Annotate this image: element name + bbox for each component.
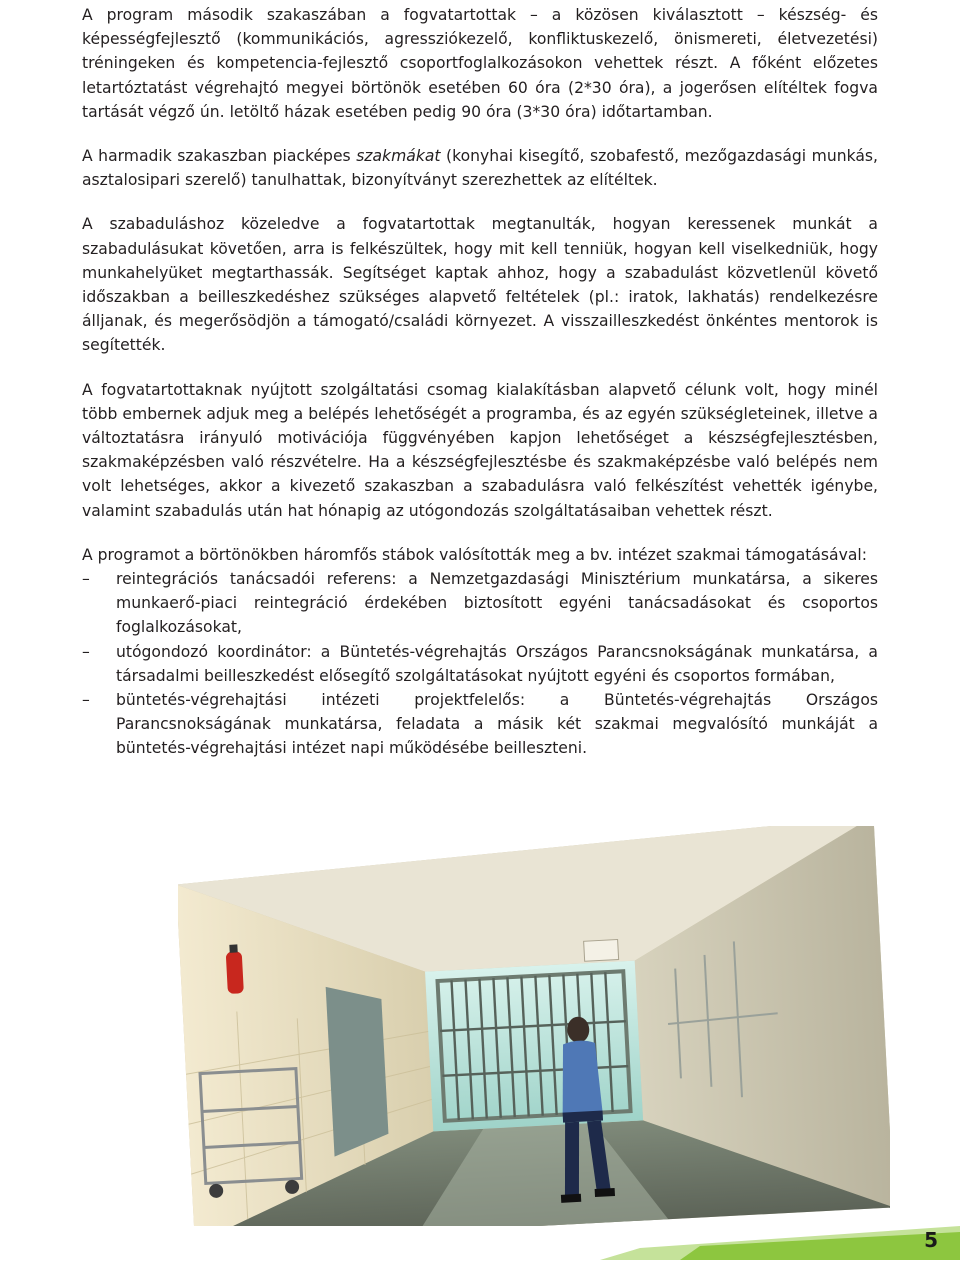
paragraph-second-phase: A program második szakaszában a fogvatartottak – a közösen kiválasztott – készség- és képességfejlesztő (kommunikációs, agressziókezelő, konfliktuskezelő, önismereti, életvezetési) tréningeken és kompetencia-fejlesztő csoportfoglalkozásokon vehettek részt. A főként előzetes letartóztatást végrehajtó megyei börtönök esetében 60 óra (2*30 óra), a jogerősen elítéltek fogva tartását végző ún. letöltő házak esetében pedig 90 óra (3*30 óra) időtartamban. bbox=[82, 6, 878, 121]
list-item bbox=[82, 567, 878, 640]
prison-corridor-photo bbox=[178, 826, 890, 1226]
paragraph-service-package: A fogvatartottaknak nyújtott szolgáltatási csomag kialakításban alapvető célunk volt, hogy minél több embernek adjuk meg a belépés lehetőségét a programba, és az egyén szükségleteinek, illetve a változtatásra irányuló motivációja függvényében kapjon lehetőséget a készségfejlesztésben, szakmaképzésben való részvételre. Ha a készségfejlesztésbe és szakmaképzésbe való belépés nem volt lehetséges, akkor a kivezető szakaszban a szabadulásra való felkészítést vehették igénybe, valamint szabadulás után hat hónapig az utógondozás szolgáltatásaiban vehettek részt. bbox=[82, 380, 878, 520]
paragraph-trades-emphasis: szakmákat bbox=[356, 147, 441, 166]
paragraph-trades-before: A harmadik szakaszban piacképes bbox=[82, 147, 357, 166]
list-item-text: reintegrációs tanácsadói referens: a Nemzetgazdasági Minisztérium munkatársa, a sikeres munkaerő-piaci reintegráció érdekében biztosított egyéni tanácsadásokat és csoportos foglalkozásokat, bbox=[116, 570, 878, 637]
bullet-dash: – bbox=[82, 570, 90, 589]
bullet-dash: – bbox=[82, 642, 90, 661]
bullet-dash: – bbox=[82, 691, 90, 710]
paragraph-third-phase bbox=[82, 144, 878, 192]
page-footer-bar bbox=[0, 1226, 960, 1260]
footer-stripes bbox=[0, 1226, 960, 1260]
paragraph-release-preparation: A szabaduláshoz közeledve a fogvatartottak megtanulták, hogyan keressenek munkát a szabadulásukat követően, arra is felkészültek, hogy mit kell tenniük, hogyan kell viselkedniük, hogy munkahelyüket megtarthassák. Segítséget kaptak ahhoz, hogy a szabadulást közvetlenül követő időszakban a beilleszkedéshez szükséges alapvető feltételek (pl.: iratok, lakhatás) rendelkezésre álljanak, és megerősödjön a támogató/családi környezet. A visszailleszkedést önkéntes mentorok is segítették. bbox=[82, 215, 878, 355]
list-item-text: utógondozó koordinátor: a Büntetés-végrehajtás Országos Parancsnokságának munkatársa, a társadalmi beilleszkedést elősegítő szolgáltatásokat nyújtott egyéni és csoportos formában, bbox=[116, 642, 878, 685]
paragraph-staff-intro: A programot a börtönökben háromfős stábok valósították meg a bv. intézet szakmai támogatásával: bbox=[82, 545, 867, 564]
staff-list bbox=[82, 567, 878, 761]
photo-illustration bbox=[178, 826, 890, 1226]
list-item-text: büntetés-végrehajtási intézeti projektfelelős: a Büntetés-végrehajtás Országos Parancsnokságának munkatársa, feladata a másik két szakmai megvalósító munkáját a büntetés-végrehajtási intézet napi működésébe beilleszteni. bbox=[116, 691, 878, 758]
list-item bbox=[82, 688, 878, 761]
list-item bbox=[82, 640, 878, 688]
body-text bbox=[82, 0, 878, 761]
page-number: 5 bbox=[924, 1228, 938, 1252]
paragraph-trades-after: (konyhai kisegítő, szobafestő, mezőgazdasági munkás, asztalosipari szerelő) tanulhattak, bizonyítványt szerezhettek az elítéltek. bbox=[82, 147, 878, 190]
